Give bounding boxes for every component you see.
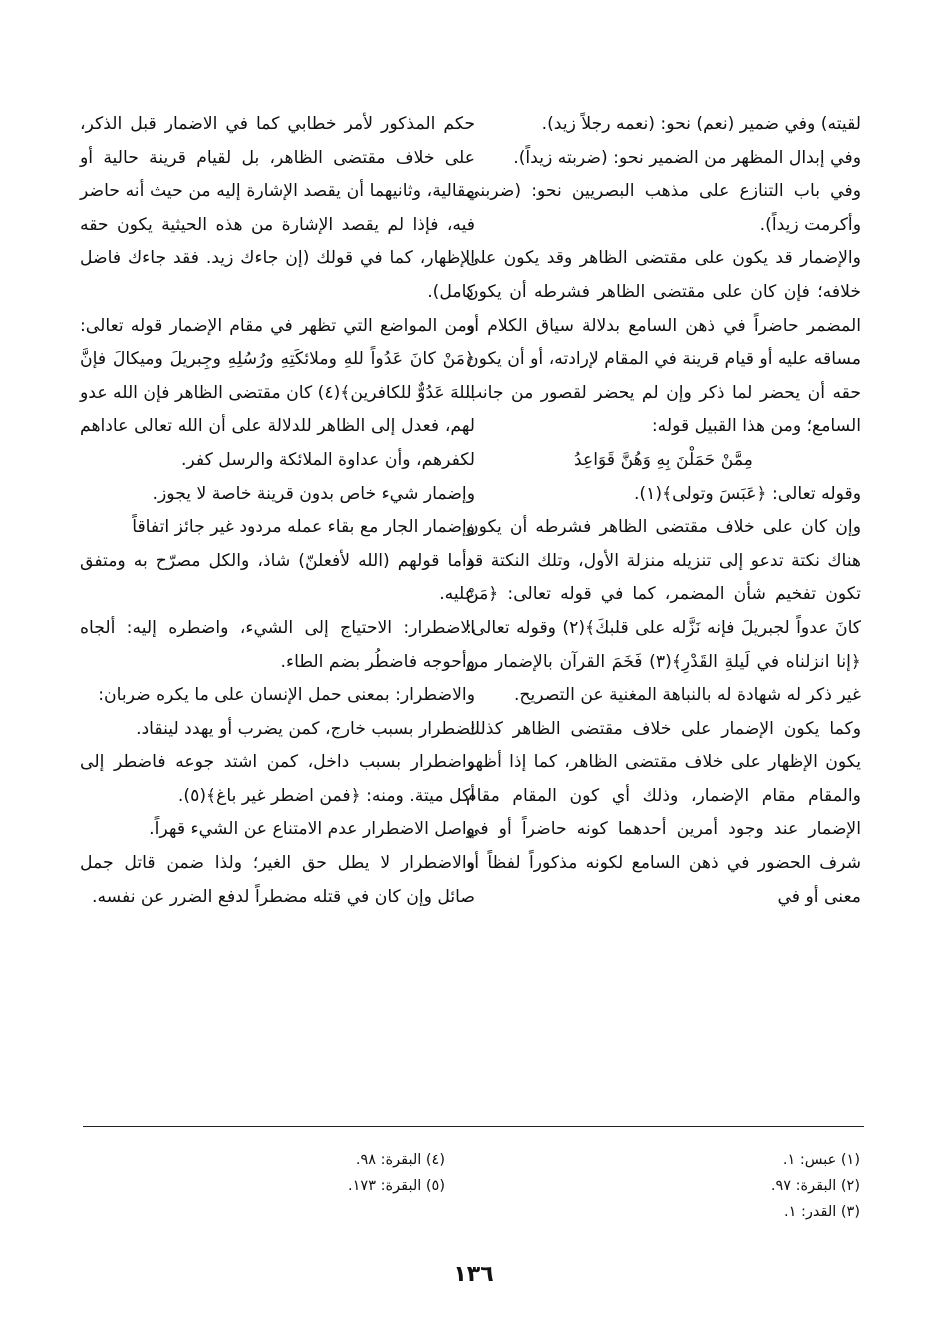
paragraph: وإضمار شيء خاص بدون قرينة خاصة لا يجوز. bbox=[152, 483, 475, 504]
paragraph: وكما يكون الإضمار على خلاف مقتضى الظاهر كذلك يكون الإظهار على خلاف مقتضى الظاهر، كما إذا أظهر والمقام مقام الإضمار، وذلك أي كون المقام مقام الإضمار عند وجود أمرين أحدهما كونه حاضراً أو في شرف الحضور في ذهن السامع لكونه مذكوراً لفظاً أو معنى أو في bbox=[466, 718, 861, 907]
footnote: (٤) البقرة: ٩٨. bbox=[355, 1152, 445, 1168]
paragraph: وأما قولهم (الله لأفعلنّ) شاذ، والكل مصرّح به ومتفق عليه. bbox=[80, 550, 475, 605]
text-column-left bbox=[80, 108, 475, 914]
paragraph: وفي باب التنازع على مذهب البصريين نحو: (ضربني وأكرمت زيداً). bbox=[466, 181, 861, 235]
footnotes-right bbox=[560, 1147, 860, 1225]
paragraph: والاضطرار لا يطل حق الغير؛ ولذا ضمن قاتل جمل صائل وإن كان في قتله مضطراً لدفع الضرر عن نفسه. bbox=[80, 853, 475, 907]
paragraph: واضطرار بسبب داخل، كمن اشتد جوعه فاضطر إلى أكل ميتة. ومنه: ﴿فمن اضطر غير باغ﴾(٥). bbox=[80, 752, 475, 806]
paragraph: وإضمار الجار مع بقاء عمله مردود غير جائز اتفاقاً bbox=[132, 517, 475, 538]
paragraph: لقيته) وفي ضمير (نعم) نحو: (نعمه رجلاً زيد). bbox=[541, 114, 861, 134]
paragraph: وفي إبدال المظهر من الضمير نحو: (ضربته زيداً). bbox=[513, 147, 861, 168]
page-number: ١٣٦ bbox=[453, 1262, 494, 1287]
text-column-right bbox=[466, 108, 861, 914]
footnote: (٢) البقرة: ٩٧. bbox=[770, 1178, 860, 1194]
paragraph: اضطرار بسبب خارج، كمن يضرب أو يهدد لينقاد. bbox=[136, 718, 475, 739]
paragraph: الاضطرار: الاحتياج إلى الشيء، واضطره إليه: ألجاه وأحوجه فاضطُر بضم الطاء. bbox=[80, 617, 475, 672]
paragraph: وقوله تعالى: ﴿عَبَسَ وتولى﴾(١). bbox=[633, 483, 861, 504]
paragraph: والإضمار قد يكون على مقتضى الظاهر وقد يكون على خلافه؛ فإن كان على مقتضى الظاهر فشرطه أن يكون المضمر حاضراً في ذهن السامع بدلالة سياق الكلام أو مساقه عليه أو قيام قرينة في المقام لإرادته، أو أن يكون حقه أن يحضر لما ذكر وإن لم يحضر لقصور من جانب السامع؛ ومن هذا القبيل قوله: bbox=[466, 248, 861, 437]
paragraph: والاضطرار: بمعنى حمل الإنسان على ما يكره ضربان: bbox=[98, 685, 475, 706]
paragraph: واصل الاضطرار عدم الامتناع عن الشيء قهراً. bbox=[149, 819, 475, 840]
footnotes-left bbox=[200, 1147, 445, 1199]
footnote: (١) عبس: ١. bbox=[782, 1152, 860, 1168]
footnote-divider bbox=[83, 1126, 864, 1127]
footnote: (٥) البقرة: ١٧٣. bbox=[348, 1178, 445, 1194]
poetry-verse: مِمَّنْ حَمَلْنَ بِهِ وَهُنَّ قَوَاعِدُ bbox=[573, 449, 753, 470]
footnote: (٣) القدر: ١. bbox=[783, 1204, 860, 1220]
paragraph: حكم المذكور لأمر خطابي كما في الاضمار قبل الذكر، على خلاف مقتضى الظاهر، بل لقيام قرينة حالية أو مقالية، وثانيهما أن يقصد الإشارة إليه من حيث أنه حاضر فيه، فإذا لم يقصد الإشارة من هذه الحيثية يكون حقه الإظهار، كما في قولك (إن جاءك زيد. فقد جاءك فاضل كامل). bbox=[80, 114, 475, 302]
paragraph: وإن كان على خلاف مقتضى الظاهر فشرطه أن يكون هناك نكتة تدعو إلى تنزيله منزلة الأول، وتلك النكتة قد تكون تفخيم شأن المضمر، كما في قوله تعالى: ﴿مَنْ كانَ عدواً لجبريلَ فإنه نَزَّله على قلبكَ﴾(٢) وقوله تعالى: ﴿إنا انزلناه في لَيلةِ القَدْرِ﴾(٣) فَخَمَ القرآن بالإضمار من غير ذكر له شهادة له بالنباهة المغنية عن التصريح. bbox=[466, 517, 862, 706]
paragraph: ومن المواضع التي تظهر في مقام الإضمار قوله تعالى: ﴿مَنْ كانَ عَدُواً للهِ وملائكَتِهِ ورُسُلِهِ وجِبريلَ وميكالَ فإنَّ اللهَ عَدُوٌّ للكافرين﴾(٤) كان مقتضى الظاهر فإن الله عدو لهم، فعدل إلى الظاهر للدلالة على أن الله تعالى عاداهم لكفرهم، وأن عداوة الملائكة والرسل كفر. bbox=[80, 315, 476, 470]
